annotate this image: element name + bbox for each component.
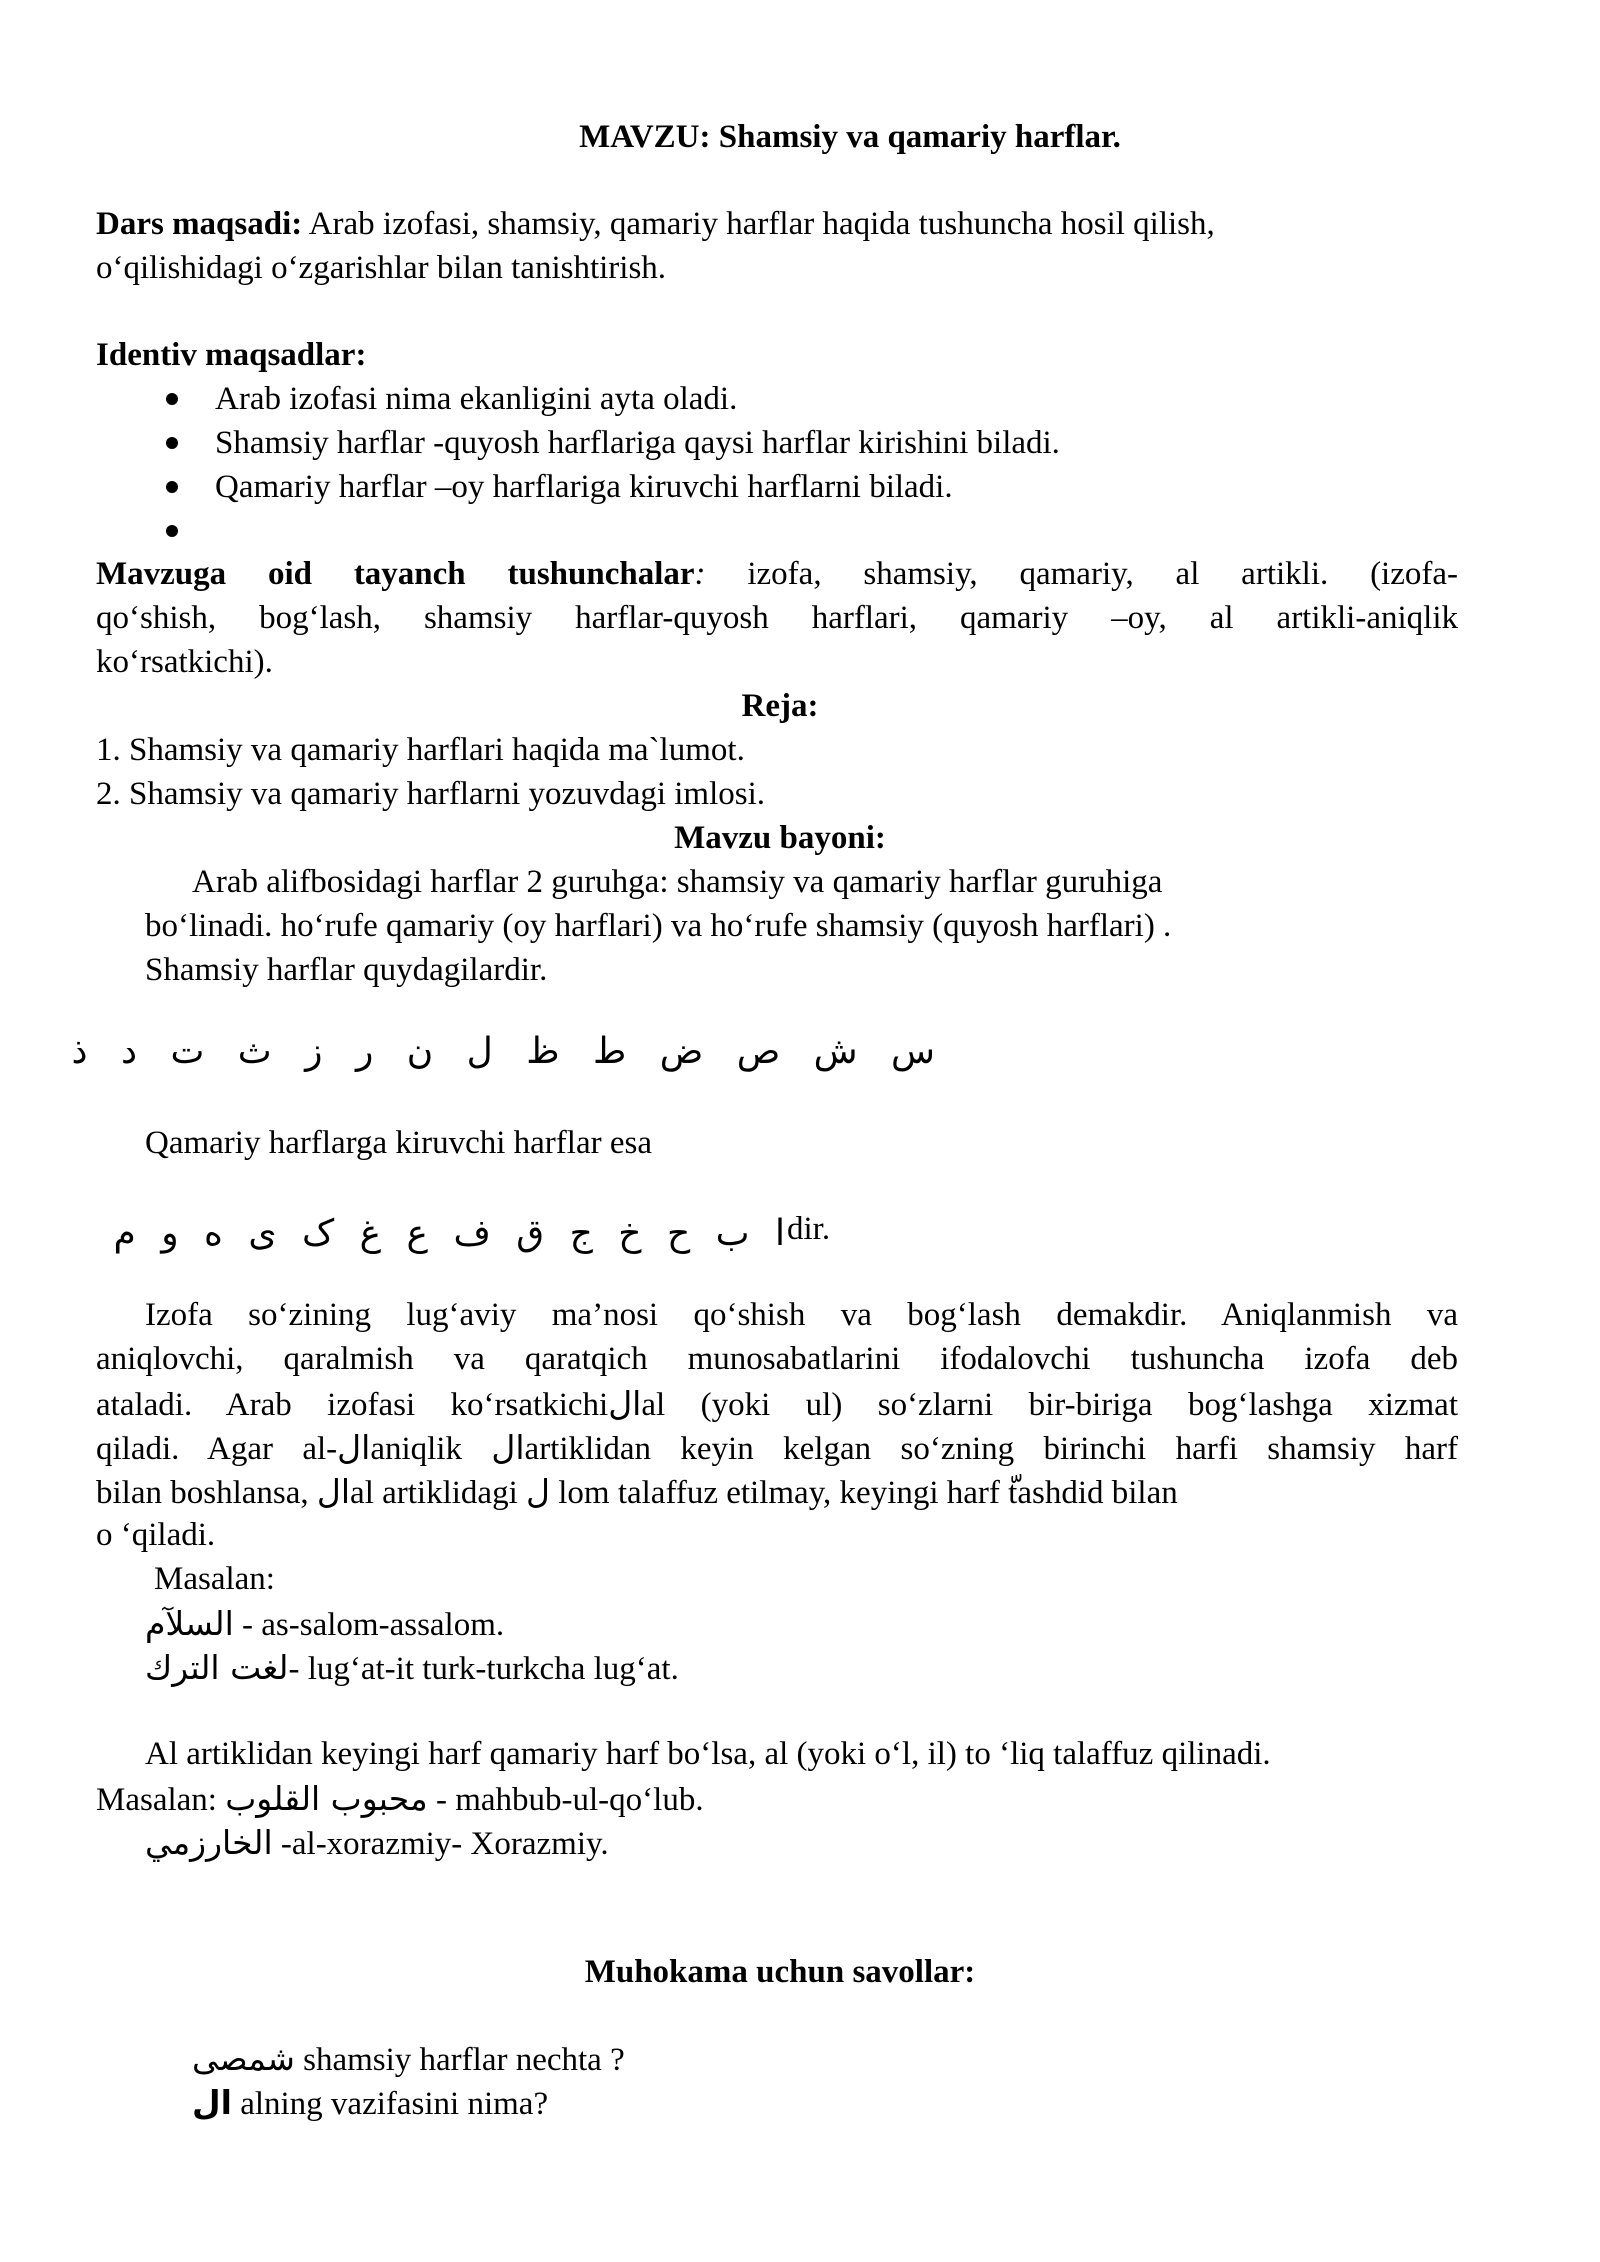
izofa-text: al artiklidagi	[350, 1475, 526, 1511]
tayanch-line3: ko‘rsatkichi).	[96, 644, 273, 680]
izofa-text: lom talaffuz etilmay, keyingi harf	[549, 1475, 1009, 1511]
identiv-item: Arab izofasi nima ekanligini ayta oladi.	[215, 381, 738, 417]
izofa-line1: Izofa so‘zining lug‘aviy ma’nosi qo‘shish va bog‘lash demakdir. Aniqlanmish va	[145, 1297, 1458, 1333]
savol-item	[192, 2081, 548, 2126]
izofa-text: ataladi. Arab izofasi ko‘rsatkichi	[96, 1387, 609, 1423]
example-text: - mahbub-ul-qo‘lub.	[427, 1782, 704, 1818]
identiv-item: Shamsiy harflar -quyosh harflariga qaysi harflar kirishini biladi.	[215, 425, 1060, 461]
dars-maqsadi-line2: o‘qilishidagi o‘zgarishlar bilan tanishtirish.	[96, 250, 667, 286]
example-line	[145, 1646, 679, 1691]
izofa-line4	[96, 1426, 1458, 1471]
tayanch-line2: qo‘shish, bog‘lash, shamsiy harflar-quyosh harflari, qamariy –oy, al artikli-aniqlik	[96, 600, 1458, 636]
qamariy-letters: ا ب ح خ ج ق ف ع غ ک ی ه و م	[113, 1213, 785, 1254]
example-arabic: الخارزمي	[145, 1823, 273, 1862]
dars-maqsadi-text: Arab izofasi, shamsiy, qamariy harflar haqida tushuncha hosil qilish,	[302, 206, 1215, 242]
qamariy-suffix: dir.	[787, 1211, 831, 1247]
izofa-line5	[96, 1470, 1178, 1515]
bayon-line3: Shamsiy harflar quydagilardir.	[145, 952, 548, 988]
reja-item: 2. Shamsiy va qamariy harflarni yozuvdagi imlosi.	[96, 776, 766, 812]
izofa-line6: o ‘qiladi.	[96, 1517, 216, 1553]
tayanch-text: izofa, shamsiy, qamariy, al artikli. (izofa-	[705, 556, 1458, 592]
izofa-text: bilan boshlansa,	[96, 1475, 317, 1511]
artikl-line1: Al artiklidan keyingi harf qamariy harf bo‘lsa, al (yoki o‘l, il) to ‘liq talaffuz qilinadi.	[145, 1736, 1271, 1772]
bullet-dot	[166, 393, 178, 405]
bayon-line2: bo‘linadi. ho‘rufe qamariy (oy harflari) va ho‘rufe shamsiy (quyosh harflari) .	[145, 908, 1172, 944]
al-arabic: ال	[608, 1384, 642, 1423]
example-arabic: محبوب القلوب	[225, 1779, 428, 1818]
savol-text: shamsiy harflar nechta ?	[294, 2042, 625, 2078]
qamariy-intro: Qamariy harflarga kiruvchi harflar esa	[145, 1125, 652, 1161]
reja-heading: Reja:	[741, 688, 819, 724]
example-arabic: لغت الترك	[145, 1648, 289, 1687]
example-text: - as-salom-assalom.	[233, 1607, 505, 1643]
savol-text: alning vazifasini nima?	[231, 2086, 549, 2122]
bullet-dot	[166, 437, 178, 449]
artikl-line3	[145, 1821, 609, 1866]
identiv-item: Qamariy harflar –oy harflariga kiruvchi harflarni biladi.	[215, 469, 953, 505]
bayon-heading: Mavzu bayoni:	[674, 820, 886, 856]
shamsiy-letters: س ش ص ض ط ظ ل ن ر ز ث ت د ذ	[71, 1031, 935, 1072]
masalan-label: Masalan:	[154, 1561, 275, 1597]
izofa-text: al (yoki ul) so‘zlarni bir-biriga bog‘lashga xizmat	[641, 1387, 1458, 1423]
bayon-line1: Arab alifbosidagi harflar 2 guruhga: shamsiy va qamariy harflar guruhiga	[192, 864, 1163, 900]
izofa-text: tashdid bilan	[1008, 1475, 1178, 1511]
example-line	[145, 1602, 504, 1647]
masalan-label: Masalan:	[96, 1782, 226, 1818]
example-arabic: السلآم	[145, 1604, 234, 1643]
page-title: MAVZU: Shamsiy va qamariy harflar.	[579, 119, 1121, 155]
tayanch-label: Mavzuga oid tayanch tushunchalar	[96, 556, 695, 592]
identiv-label: Identiv maqsadlar:	[96, 337, 367, 373]
izofa-text: aniqlik	[370, 1431, 492, 1467]
bullet-dot	[166, 525, 178, 537]
savollar-heading: Muhokama uchun savollar:	[584, 1954, 976, 1990]
al-arabic: ال	[337, 1428, 371, 1467]
dars-maqsadi-label: Dars maqsadi:	[96, 206, 303, 242]
al-arabic: ال	[491, 1428, 525, 1467]
tayanch-line1	[96, 553, 1458, 596]
bullet-dot	[166, 481, 178, 493]
dars-maqsadi-line1	[96, 203, 1215, 246]
izofa-text: qiladi. Agar al-	[96, 1431, 338, 1467]
lom-arabic: ل	[526, 1472, 550, 1511]
izofa-line3	[96, 1382, 1458, 1427]
izofa-line2: aniqlovchi, qaralmish va qaratqich munosabatlarini ifodalovchi tushuncha izofa deb	[96, 1341, 1458, 1377]
example-text: -al-xorazmiy- Xorazmiy.	[272, 1826, 609, 1862]
artikl-line2	[96, 1777, 704, 1822]
savol-arabic: شمصی	[192, 2039, 295, 2078]
izofa-text: artiklidan keyin kelgan so‘zning birinchi harfi shamsiy harf	[524, 1431, 1458, 1467]
savol-arabic: ال	[192, 2083, 232, 2122]
example-text: - lug‘at-it turk-turkcha lug‘at.	[288, 1651, 679, 1687]
reja-item: 1. Shamsiy va qamariy harflari haqida ma`lumot.	[96, 732, 745, 768]
al-arabic: ال	[316, 1472, 351, 1511]
tayanch-colon: :	[694, 556, 706, 592]
savol-item	[192, 2037, 625, 2082]
